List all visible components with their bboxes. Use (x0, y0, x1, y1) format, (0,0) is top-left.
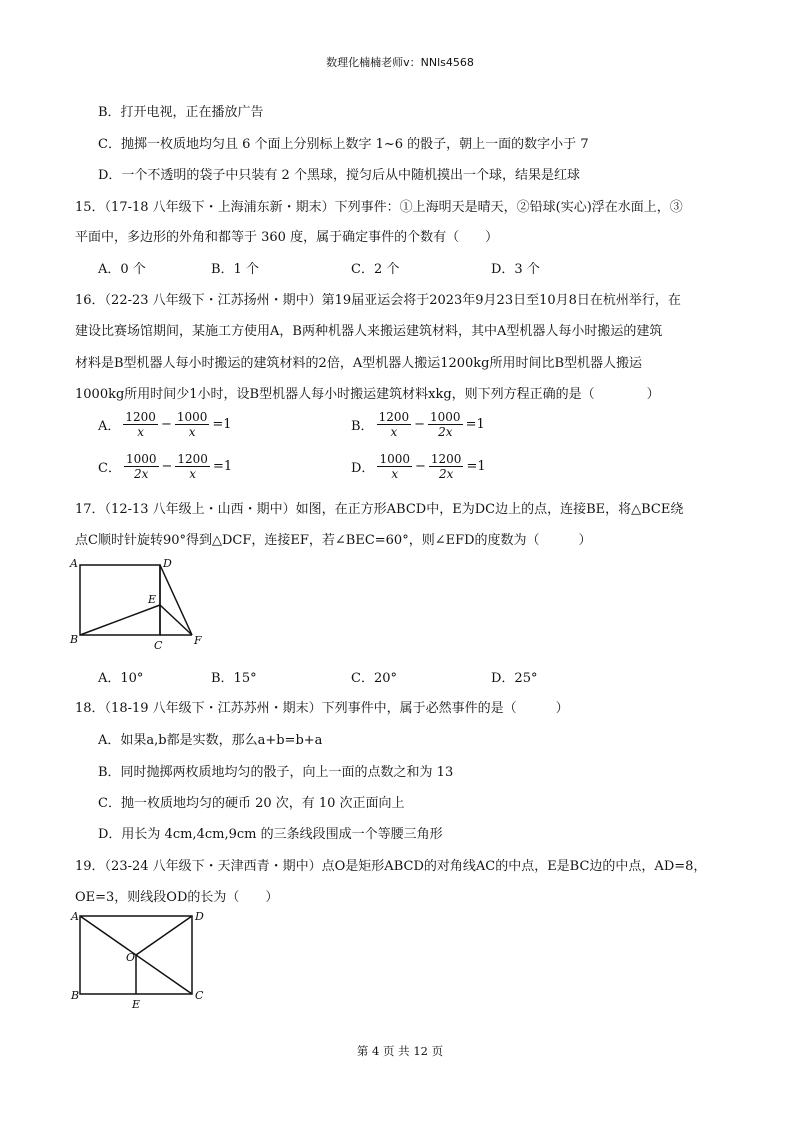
q16-a-rhs: =1 (212, 417, 232, 432)
q16-c-num2: 1200 (177, 452, 208, 466)
q19-label-a: A (71, 910, 79, 923)
prev-option-c: C．抛掷一枚质地均匀且 6 个面上分别标上数字 1~6 的骰子，朝上一面的数字小于 7 (98, 137, 589, 152)
q17-label-c: C (154, 639, 163, 652)
q16-c-num1: 1000 (125, 452, 157, 466)
q17-label-a: A (70, 557, 78, 570)
prev-option-b: B．打开电视，正在播放广告 (98, 105, 264, 120)
q15-stem-line2: 平面中，多边形的外角和都等于 360 度，属于确定事件的个数有（ ） (75, 230, 499, 245)
q16-c-den2: x (189, 467, 197, 481)
q16-b-num1: 1200 (378, 410, 410, 424)
q16-option-c-label: C． (98, 461, 121, 476)
page-footer: 第 4 页 共 12 页 (356, 1044, 444, 1058)
q16-option-d-label: D． (351, 461, 375, 476)
q16-a-den2: x (188, 425, 196, 439)
q17-segment-df (160, 565, 192, 635)
q16-stem-line2: 建设比赛场馆期间，某施工方使用A，B两种机器人来搬运建筑材料，其中A型机器人每小时搬运的建筑 (75, 324, 663, 339)
q18-option-d: D．用长为 4cm,4cm,9cm 的三条线段围成一个等腰三角形 (98, 827, 443, 842)
prev-option-d: D．一个不透明的袋子中只装有 2 个黑球，搅匀后从中随机摸出一个球，结果是红球 (98, 168, 580, 183)
q15-option-b: B．1 个 (211, 262, 259, 277)
q16-option-b-label: B． (351, 419, 374, 434)
q15-option-d: D．3 个 (491, 262, 540, 277)
q16-option-a-label: A． (98, 419, 121, 434)
q18-option-a: A．如果a,b都是实数，那么a+b=b+a (98, 733, 323, 748)
q17-label-d: D (163, 557, 172, 570)
q19-segment-od (136, 916, 192, 955)
q16-a-op: − (160, 417, 172, 432)
q17-option-a: A．10° (98, 671, 144, 686)
q17-figure (68, 555, 218, 655)
q15-option-a: A．0 个 (98, 262, 146, 277)
q19-label-o: O (126, 951, 136, 964)
q16-c-den1: 2x (134, 467, 149, 481)
q19-figure (66, 908, 216, 1013)
q16-option-d (351, 452, 486, 481)
q19-stem-line1: 19．（23-24 八年级下・天津西青・期中）点O是矩形ABCD的对角线AC的中点，E是BC边的中点，AD=8， (75, 859, 707, 874)
q17-label-e: E (148, 593, 157, 606)
q17-option-d: D．25° (491, 671, 538, 686)
q18-option-c: C．抛一枚质地均匀的硬币 20 次，有 10 次正面向上 (98, 796, 405, 811)
q17-segment-ef (160, 605, 192, 635)
q16-stem-line3: 材料是B型机器人每小时搬运的建筑材料的2倍，A型机器人搬运1200kg所用时间比B型机器人搬运 (75, 356, 643, 371)
q17-label-b: B (70, 633, 79, 646)
q19-stem-line2: OE=3，则线段OD的长为（ ） (75, 890, 279, 905)
q17-segment-be (80, 605, 160, 635)
q16-d-den2: 2x (438, 467, 454, 481)
q16-stem-line1: 16．（22-23 八年级下・江苏扬州・期中）第19届亚运会将于2023年9月23日至10月8日在杭州举行，在 (75, 293, 681, 308)
q18-stem: 18．（18-19 八年级下・江苏苏州・期末）下列事件中，属于必然事件的是（ ） (75, 701, 569, 716)
q16-b-den2: 2x (438, 425, 453, 439)
q16-a-num1: 1200 (125, 410, 156, 424)
q16-c-op: − (161, 459, 173, 474)
q16-d-num1: 1000 (379, 452, 410, 466)
q16-d-num2: 1200 (430, 452, 462, 466)
q16-d-den1: x (391, 467, 399, 481)
q16-b-den1: x (390, 425, 398, 439)
q16-d-rhs: =1 (466, 459, 486, 474)
q17-option-c: C．20° (351, 671, 397, 686)
q18-option-b: B．同时抛掷两枚质地均匀的骰子，向上一面的点数之和为 13 (98, 765, 454, 780)
q15-option-c: C．2 个 (351, 262, 400, 277)
q17-stem-line2: 点C顺时针旋转90°得到△DCF，连接EF，若∠BEC=60°，则∠EFD的度数为（ ） (75, 533, 592, 548)
q19-label-d: D (195, 910, 204, 923)
q19-label-b: B (71, 989, 80, 1002)
q16-b-num2: 1000 (430, 410, 461, 424)
q16-option-a (98, 410, 232, 439)
q16-option-b (351, 410, 485, 439)
q16-c-rhs: =1 (212, 459, 233, 474)
q16-a-num2: 1000 (176, 410, 208, 424)
q17-stem-line1: 17．（12-13 八年级上・山西・期中）如图，在正方形ABCD中，E为DC边上的点，连接BE，将△BCE绕 (75, 502, 684, 517)
q16-b-rhs: =1 (465, 417, 485, 432)
q15-stem-line1: 15．（17-18 八年级下・上海浦东新・期末）下列事件：①上海明天是晴天，②铅球(实心)浮在水面上，③ (75, 200, 683, 215)
q19-label-c: C (195, 989, 204, 1002)
q16-stem-line4: 1000kg所用时间少1小时，设B型机器人每小时搬运建筑材料xkg，则下列方程正确的是（ ） (75, 387, 660, 402)
q17-option-b: B．15° (211, 671, 257, 686)
q16-a-den1: x (137, 425, 145, 439)
page-header: 数理化楠楠老师v：NNls4568 (326, 56, 474, 69)
q16-option-c (98, 452, 232, 481)
q17-label-f: F (194, 634, 202, 647)
q16-b-op: − (414, 417, 426, 432)
q16-d-op: − (414, 459, 426, 474)
q19-label-e: E (132, 998, 141, 1011)
